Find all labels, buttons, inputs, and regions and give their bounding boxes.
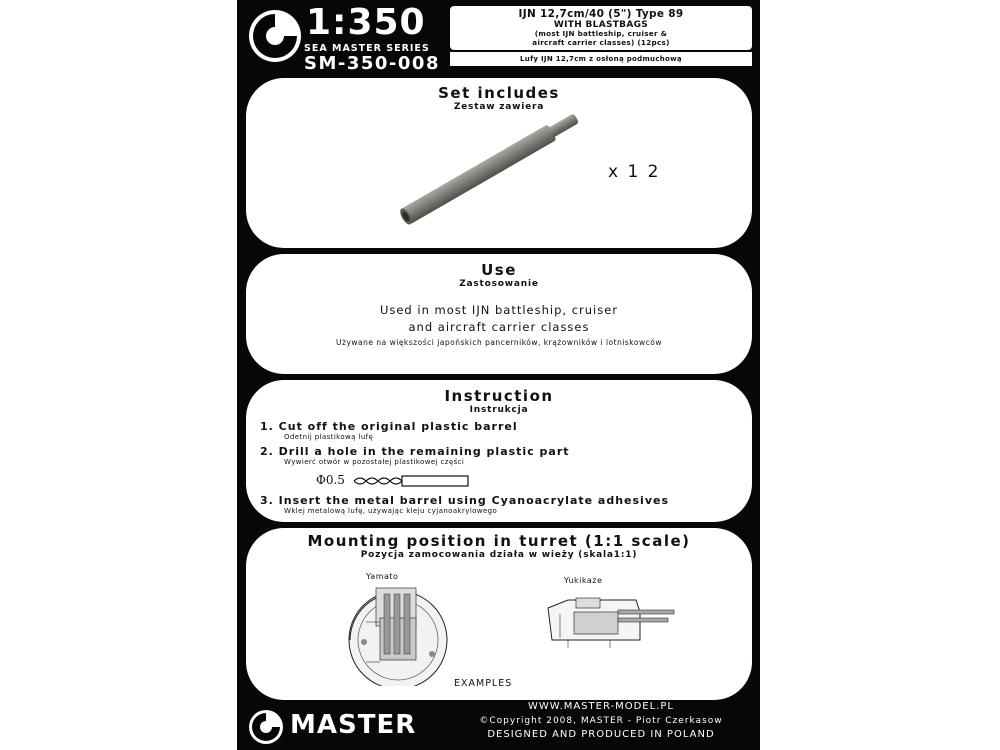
gun-barrel-icon [246,78,752,248]
footer-copyright: ©Copyright 2008, MASTER - Piotr Czerkasow [479,716,723,726]
footer-info [450,700,752,742]
instruction-steps [260,420,669,515]
drill-diagram [260,468,669,492]
use-panel [246,254,752,374]
footer-url[interactable]: WWW.MASTER-MODEL.PL [528,701,674,712]
instruction-step-3: 3. Insert the metal barrel using Cyanoacrylate adhesives [260,494,669,507]
brand-name: MASTER [290,710,417,740]
drill-bit-icon [352,473,472,489]
scale-label: 1:350 [306,2,426,43]
master-swirl-logo-icon [246,708,286,746]
set-includes-title: Set includes [438,84,560,102]
examples-label: EXAMPLES [454,678,513,689]
set-includes-title-pl: Zestaw zawiera [453,102,545,112]
use-line2: and aircraft carrier classes [408,320,590,334]
product-title-line4: aircraft carrier classes) (12pcs) [532,37,670,47]
product-title-line1: IJN 12,7cm/40 (5") Type 89 [518,8,684,20]
yamato-label: Yamato [366,572,399,581]
series-label: SEA MASTER SERIES [304,43,430,54]
instruction-title: Instruction [444,387,554,405]
instruction-step-3-pl: Wklej metalową lufę, używając kleju cyjanoakrylowego [284,507,498,515]
instruction-panel [246,380,752,522]
use-title-pl: Zastosowanie [459,279,539,289]
turret-yukikaze-drawing [540,594,680,654]
product-title-line2: WITH BLASTBAGS [553,20,649,30]
mounting-title: Mounting position in turret (1:1 scale) [307,532,691,550]
set-includes-panel [246,78,752,248]
use-line-pl: Używane na większości japońskich pancerników, krążowników i lotniskowców [336,338,662,347]
footer-brand-block [246,708,442,746]
product-title-box [450,6,752,50]
use-title: Use [481,261,517,279]
quantity-label: x 1 2 [608,162,661,182]
instruction-step-1: 1. Cut off the original plastic barrel [260,420,518,433]
master-swirl-logo-icon [246,6,304,66]
product-subtitle-pl: Lufy IJN 12,7cm z osłoną podmuchową [450,52,752,66]
instruction-title-pl: Instrukcja [469,405,529,415]
mounting-title-pl: Pozycja zamocowania działa w wieży (skala1:1) [360,550,638,560]
header-logo-block [246,2,442,74]
footer-made-in: DESIGNED AND PRODUCED IN POLAND [487,729,715,740]
product-title-line3: (most IJN battleship, cruiser & [534,29,668,38]
instruction-step-2: 2. Drill a hole in the remaining plastic part [260,445,570,458]
instruction-step-2-pl: Wywierć otwór w pozostałej plastikowej części [284,458,465,466]
drill-size-label: Φ0.5 [316,473,345,487]
turret-yamato-drawing [336,582,456,686]
product-code: SM-350-008 [304,53,440,74]
mounting-panel [246,528,752,700]
use-line1: Used in most IJN battleship, cruiser [379,303,619,317]
yukikaze-label: Yukikaze [564,576,603,585]
instruction-step-1-pl: Odetnij plastikową lufę [284,433,374,441]
